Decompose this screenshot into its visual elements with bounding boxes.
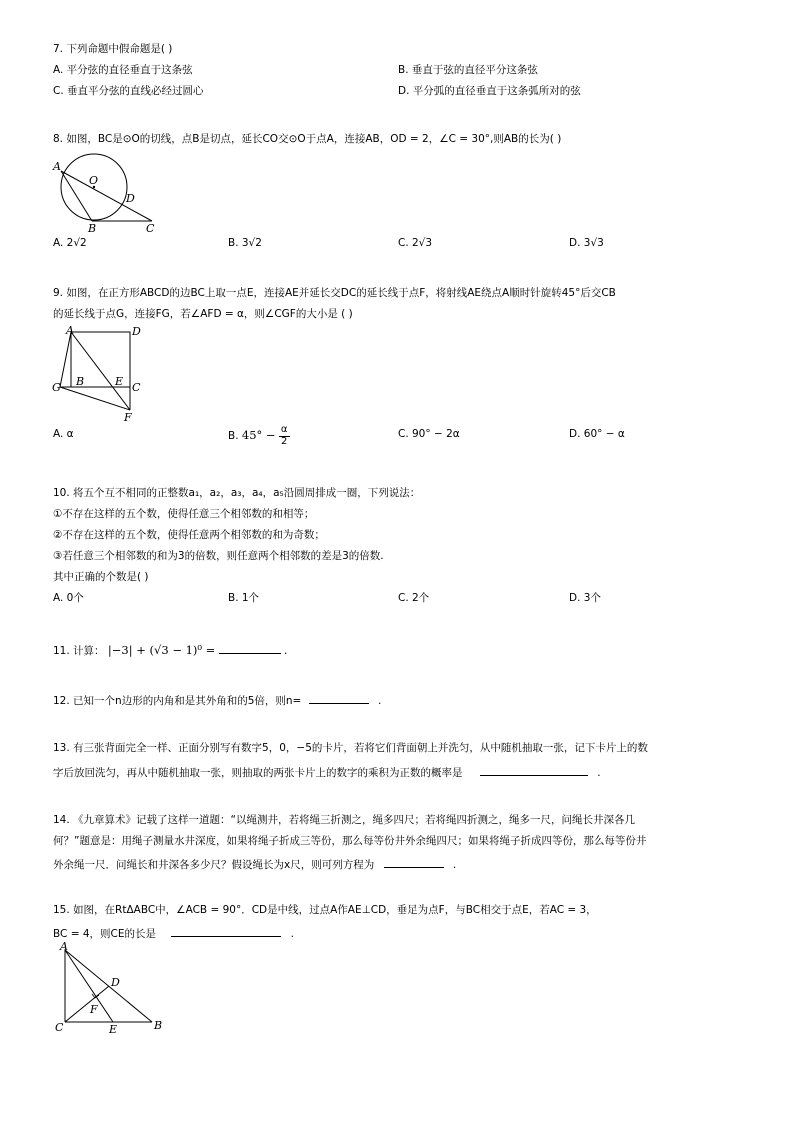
q9-label-a: A — [66, 324, 74, 337]
q13-end: . — [597, 767, 601, 779]
q10-option-c: C. 2个 — [398, 592, 430, 604]
q7-option-a: A. 平分弦的直径垂直于这条弦 — [53, 64, 193, 76]
q8-option-c: C. 2√3 — [398, 237, 433, 249]
q10-option-a: A. 0个 — [53, 592, 84, 604]
q14-line-2: 何？”题意是：用绳子测量水井深度，如果将绳子折成三等份，那么每等份井外余绳四尺；如果将绳子折成四等份，那么每等份井 — [53, 835, 647, 847]
q11-expression: |−3| + (√3 − 1)⁰ = — [107, 643, 216, 657]
q15-line-1: 15. 如图，在RtΔABC中，∠ACB = 90°．CD是中线，过点A作AE⊥CD，垂足为点F，与BC相交于点E，若AC = 3， — [53, 904, 597, 916]
q8-stem: 8. 如图，BC是⊙O的切线，点B是切点，延长CO交⊙O于点A，连接AB，OD = 2，∠C = 30°,则AB的长为( ) — [53, 133, 562, 145]
q8-label-d: D — [126, 192, 135, 205]
q15-end: . — [290, 928, 295, 940]
q14-end: . — [452, 859, 457, 871]
q8-figure — [52, 158, 162, 236]
q14-answer-blank[interactable] — [384, 857, 444, 868]
q15-label-b: B — [154, 1019, 163, 1032]
q8-label-o: O — [89, 174, 99, 187]
q12-answer-blank[interactable] — [309, 693, 369, 704]
q15-label-a: A — [60, 940, 68, 953]
q9-line-2: 的延长线于点G，连接FG，若∠AFD = α，则∠CGF的大小是 ( ) — [53, 308, 353, 320]
q7-stem: 7. 下列命题中假命题是( ) — [53, 43, 173, 55]
q9-option-b-fraction — [279, 425, 290, 447]
q8-option-b: B. 3√2 — [228, 237, 262, 249]
q13-answer-blank[interactable] — [480, 765, 588, 776]
q8-label-a: A — [53, 160, 61, 173]
q7-option-d: D. 平分弧的直径垂直于这条弧所对的弦 — [398, 85, 581, 97]
q13-line-2 — [53, 765, 601, 779]
q14-line-3 — [53, 857, 456, 871]
q15-label-e: E — [109, 1023, 118, 1036]
q9-option-b-denominator: 2 — [281, 435, 288, 447]
q9-label-d: D — [132, 325, 141, 338]
q10-option-b: B. 1个 — [228, 592, 260, 604]
q13-line-1: 13. 有三张背面完全一样、正面分别写有数字5，0，−5的卡片，若将它们背面朝上并洗匀，从中随机抽取一张，记下卡片上的数 — [53, 742, 648, 754]
q15-answer-blank[interactable] — [171, 926, 281, 937]
q10-statement-1: ①不存在这样的五个数，使得任意三个相邻数的和相等； — [53, 508, 315, 520]
q9-label-c: C — [132, 381, 141, 394]
q7-option-b: B. 垂直于弦的直径平分这条弦 — [398, 64, 538, 76]
q11-answer-blank[interactable] — [219, 643, 281, 654]
q10-option-d: D. 3个 — [569, 592, 601, 604]
q15-line-2 — [53, 926, 294, 940]
q15-line-2-text: BC = 4，则CE的长是 — [53, 928, 156, 940]
q9-label-e: E — [115, 375, 124, 388]
q9-label-f: F — [124, 411, 132, 424]
q14-line-3-text: 外余绳一尺．问绳长和井深各多少尺？假设绳长为x尺，则可列方程为 — [53, 859, 375, 871]
q10-stem: 10. 将五个互不相同的正整数a₁，a₂，a₃，a₄，a₅沿圆周排成一圈，下列说法： — [53, 487, 421, 499]
q8-option-d: D. 3√3 — [569, 237, 604, 249]
q15-label-f: F — [90, 1003, 98, 1016]
q10-question: 其中正确的个数是( ) — [53, 571, 149, 583]
q10-statement-3: ③若任意三个相邻数的和为3的倍数，则任意两个相邻数的差是3的倍数. — [53, 550, 384, 562]
q12-end: . — [378, 695, 382, 707]
q9-label-b: B — [76, 375, 85, 388]
q9-option-a: A. α — [53, 428, 74, 440]
q9-option-b-prefix: B. — [228, 430, 239, 442]
q9-option-c: C. 90° − 2α — [398, 428, 460, 440]
q9-option-b-numerator: α — [280, 424, 288, 435]
q9-label-g: G — [52, 381, 61, 394]
q11 — [53, 643, 287, 657]
q8-label-b: B — [88, 222, 97, 235]
q13-line-2-text: 字后放回洗匀，再从中随机抽取一张，则抽取的两张卡片上的数字的乘积为正数的概率是 — [53, 767, 463, 779]
q9-figure — [52, 326, 147, 424]
q15-label-c: C — [55, 1021, 64, 1034]
q12-prefix: 12. 已知一个n边形的内角和是其外角和的5倍，则n= — [53, 695, 302, 707]
q15-label-d: D — [111, 976, 120, 989]
q10-statement-2: ②不存在这样的五个数，使得任意两个相邻数的和为奇数； — [53, 529, 325, 541]
q11-prefix: 11. 计算： — [53, 645, 105, 657]
q14-line-1: 14. 《九章算术》记载了这样一道题：“以绳测井，若将绳三折测之，绳多四尺；若将绳四折测之，绳多一尺，问绳长井深各几 — [53, 814, 635, 826]
q12 — [53, 693, 381, 707]
q11-end: . — [284, 645, 288, 657]
q9-option-b — [228, 420, 290, 451]
q9-option-d: D. 60° − α — [569, 428, 625, 440]
q8-label-c: C — [146, 222, 155, 235]
q7-option-c: C. 垂直平分弦的直线必经过圆心 — [53, 85, 204, 97]
q9-line-1: 9. 如图，在正方形ABCD的边BC上取一点E，连接AE并延长交DC的延长线于点F，将射线AE绕点A顺时针旋转45°后交CB — [53, 287, 616, 299]
q8-option-a: A. 2√2 — [53, 237, 87, 249]
q9-option-b-expr: 45° − — [241, 428, 276, 442]
q15-figure — [52, 940, 172, 1036]
